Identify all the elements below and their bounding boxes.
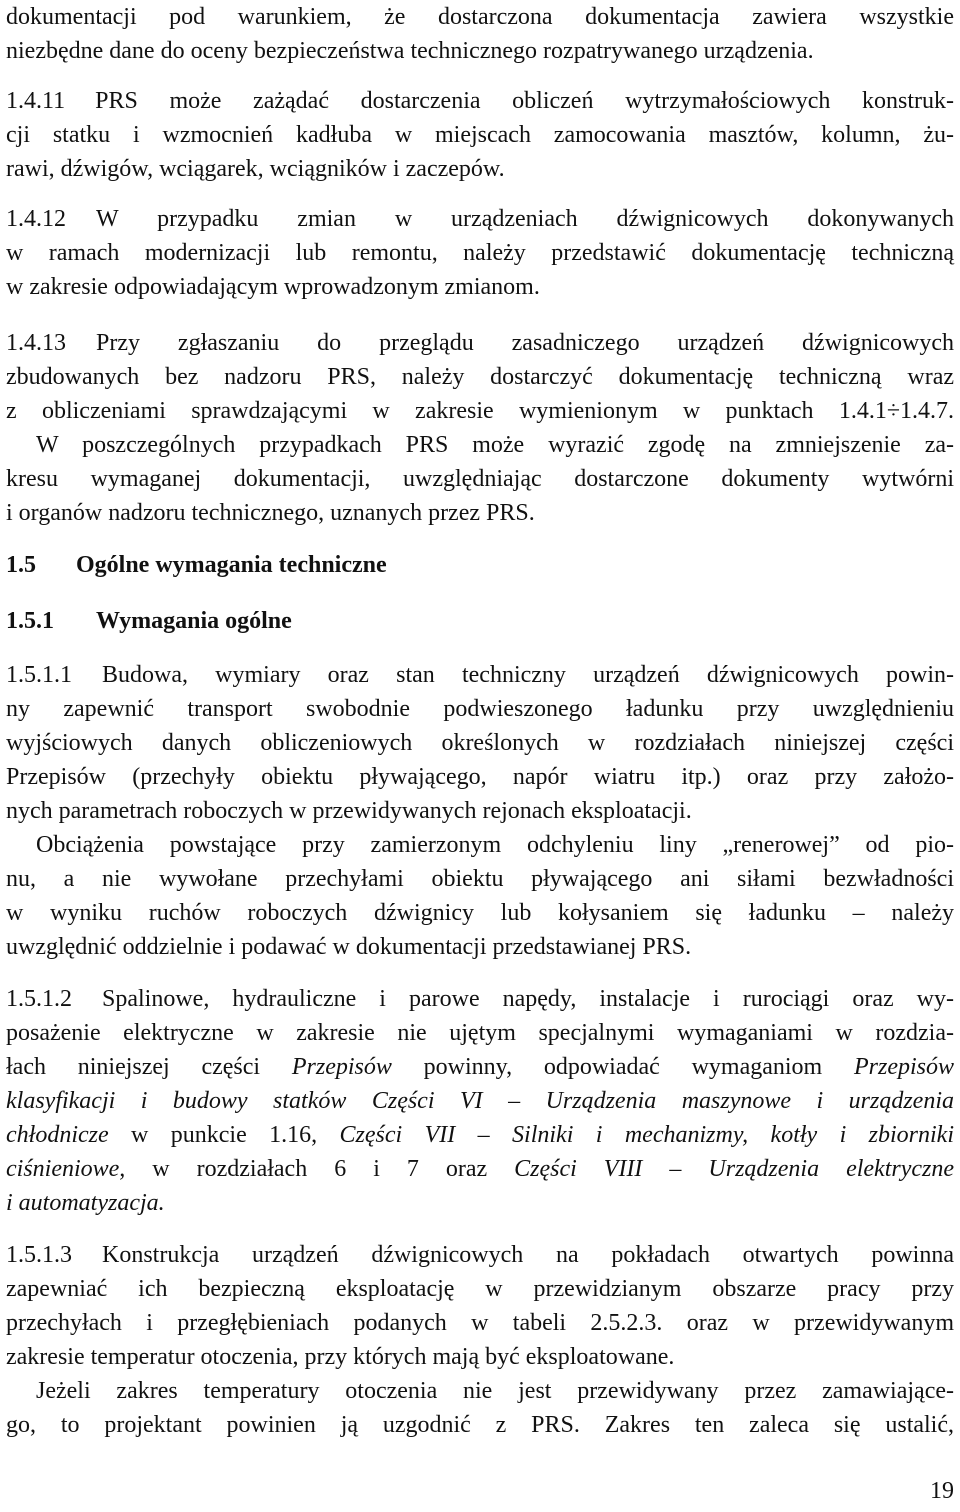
- text-italic: Części VIII – Urządzenia elektryczne: [514, 1156, 954, 1182]
- text-italic: Przepisów: [853, 1054, 954, 1080]
- text-line: dokumentacji pod warunkiem, że dostarczona dokumentacja zawiera wszystkie: [6, 4, 954, 30]
- paragraph-intro: [6, 0, 954, 68]
- text-span: łach niniejszej części: [6, 1054, 292, 1080]
- text-line: wyjściowych danych obliczeniowych określonych w rozdziałach niniejszej części: [6, 730, 954, 756]
- paragraph-1-5-1-3: [6, 1238, 954, 1442]
- text-line: nu, a nie wywołane przechyłami obiektu pływającego ani siłami bezwładności: [6, 866, 954, 892]
- text-line: [6, 1050, 954, 1084]
- text-italic: Przepisów: [291, 1054, 392, 1080]
- page-number: 19: [930, 1478, 954, 1504]
- text-line: ny zapewnić transport swobodnie podwieszonego ładunku przy uwzględnieniu: [6, 696, 954, 722]
- text-line: nych parametrach roboczych w przewidywanych rejonach eksploatacji.: [6, 798, 692, 824]
- text-span: w rozdziałach 6 i 7 oraz: [125, 1156, 515, 1182]
- text-line: posażenie elektryczne w zakresie nie ujętym specjalnymi wymaganiami w rozdzia-: [6, 1020, 954, 1046]
- text-line: [6, 202, 954, 236]
- text-line: W poszczególnych przypadkach PRS może wyrazić zgodę na zmniejszenie za-: [36, 432, 954, 458]
- text-line: [6, 1084, 954, 1118]
- text-line: z obliczeniami sprawdzającymi w zakresie wymienionym w punktach 1.4.1÷1.4.7.: [6, 398, 954, 424]
- text-line: niezbędne dane do oceny bezpieczeństwa technicznego rozpatrywanego urządzenia.: [6, 38, 814, 64]
- heading-number: 1.5: [6, 552, 36, 578]
- text-italic: Części VII – Silniki i mechanizmy, kotły i zbiorniki: [339, 1122, 954, 1148]
- text-line: [6, 1186, 954, 1220]
- text-line: zakresie temperatur otoczenia, przy których mają być eksploatowane.: [6, 1344, 675, 1370]
- text-italic: ciśnieniowe,: [6, 1156, 126, 1182]
- paragraph-1-5-1-1: [6, 658, 954, 964]
- text-line: Obciążenia powstające przy zamierzonym odchyleniu liny „renerowej” od pio-: [36, 832, 954, 858]
- text-line: [6, 1238, 954, 1272]
- text-line: i organów nadzoru technicznego, uznanych przez PRS.: [6, 500, 535, 526]
- text-italic: i automatyzacja.: [6, 1190, 165, 1216]
- section-heading-1-5: [6, 548, 387, 582]
- text-italic: chłodnicze: [6, 1122, 109, 1148]
- paragraph-1-5-1-2: [6, 982, 954, 1220]
- text-line: uwzględnić oddzielnie i podawać w dokumentacji przedstawianej PRS.: [6, 934, 692, 960]
- text-span: Spalinowe, hydrauliczne i parowe napędy, instalacje i rurociągi oraz wy-: [102, 986, 954, 1012]
- text-span: powinny, odpowiadać wymaganiom: [391, 1054, 854, 1080]
- text-line: w wyniku ruchów roboczych dźwignicy lub kołysaniem się ładunku – należy: [6, 900, 954, 926]
- section-heading-1-5-1: [6, 604, 292, 638]
- text-span: w punkcie 1.16,: [108, 1122, 340, 1148]
- text-span: W przypadku zmian w urządzeniach dźwignicowych dokonywanych: [96, 206, 954, 232]
- paragraph-number: 1.5.1.2: [6, 986, 72, 1012]
- paragraph-number: 1.5.1.1: [6, 662, 72, 688]
- text-line: Jeżeli zakres temperatury otoczenia nie jest przewidywany przez zamawiające-: [36, 1378, 954, 1404]
- text-line: [6, 1118, 954, 1152]
- text-line: przechyłach i przegłębieniach podanych w tabeli 2.5.2.3. oraz w przewidywanym: [6, 1310, 954, 1336]
- text-line: zbudowanych bez nadzoru PRS, należy dostarczyć dokumentację techniczną wraz: [6, 364, 954, 390]
- paragraph-number: 1.4.11: [6, 88, 66, 114]
- text-line: Przepisów (przechyły obiektu pływającego, napór wiatru itp.) oraz przy założo-: [6, 764, 954, 790]
- heading-title: Wymagania ogólne: [96, 608, 292, 634]
- text-line: [6, 982, 954, 1016]
- text-line: zapewniać ich bezpieczną eksploatację w przewidzianym obszarze pracy przy: [6, 1276, 954, 1302]
- text-line: [6, 326, 954, 360]
- text-span: Budowa, wymiary oraz stan techniczny urządzeń dźwignicowych powin-: [102, 662, 954, 688]
- text-line: w zakresie odpowiadającym wprowadzonym zmianom.: [6, 274, 540, 300]
- paragraph-1-4-13: [6, 326, 954, 530]
- text-line: [6, 84, 954, 118]
- text-span: PRS może zażądać dostarczenia obliczeń wytrzymałościowych konstruk-: [95, 88, 954, 114]
- text-line: [6, 1152, 954, 1186]
- paragraph-number: 1.4.12: [6, 206, 66, 232]
- text-span: Przy zgłaszaniu do przeglądu zasadniczego urządzeń dźwignicowych: [96, 330, 954, 356]
- text-line: kresu wymaganej dokumentacji, uwzględniając dostarczone dokumenty wytwórni: [6, 466, 954, 492]
- text-span: Konstrukcja urządzeń dźwignicowych na pokładach otwartych powinna: [102, 1242, 954, 1268]
- paragraph-number: 1.5.1.3: [6, 1242, 72, 1268]
- paragraph-number: 1.4.13: [6, 330, 66, 356]
- text-line: rawi, dźwigów, wciągarek, wciągników i zaczepów.: [6, 156, 505, 182]
- text-line: go, to projektant powinien ją uzgodnić z PRS. Zakres ten zaleca się ustalić,: [6, 1412, 954, 1438]
- paragraph-1-4-11: [6, 84, 954, 186]
- text-line: [6, 658, 954, 692]
- paragraph-1-4-12: [6, 202, 954, 304]
- text-line: w ramach modernizacji lub remontu, należy przedstawić dokumentację techniczną: [6, 240, 954, 266]
- heading-number: 1.5.1: [6, 608, 54, 634]
- text-italic: klasyfikacji i budowy statków Części VI – Urządzenia maszynowe i urządzenia: [6, 1088, 954, 1114]
- heading-title: Ogólne wymagania techniczne: [76, 552, 387, 578]
- text-line: cji statku i wzmocnień kadłuba w miejscach zamocowania masztów, kolumn, żu-: [6, 122, 954, 148]
